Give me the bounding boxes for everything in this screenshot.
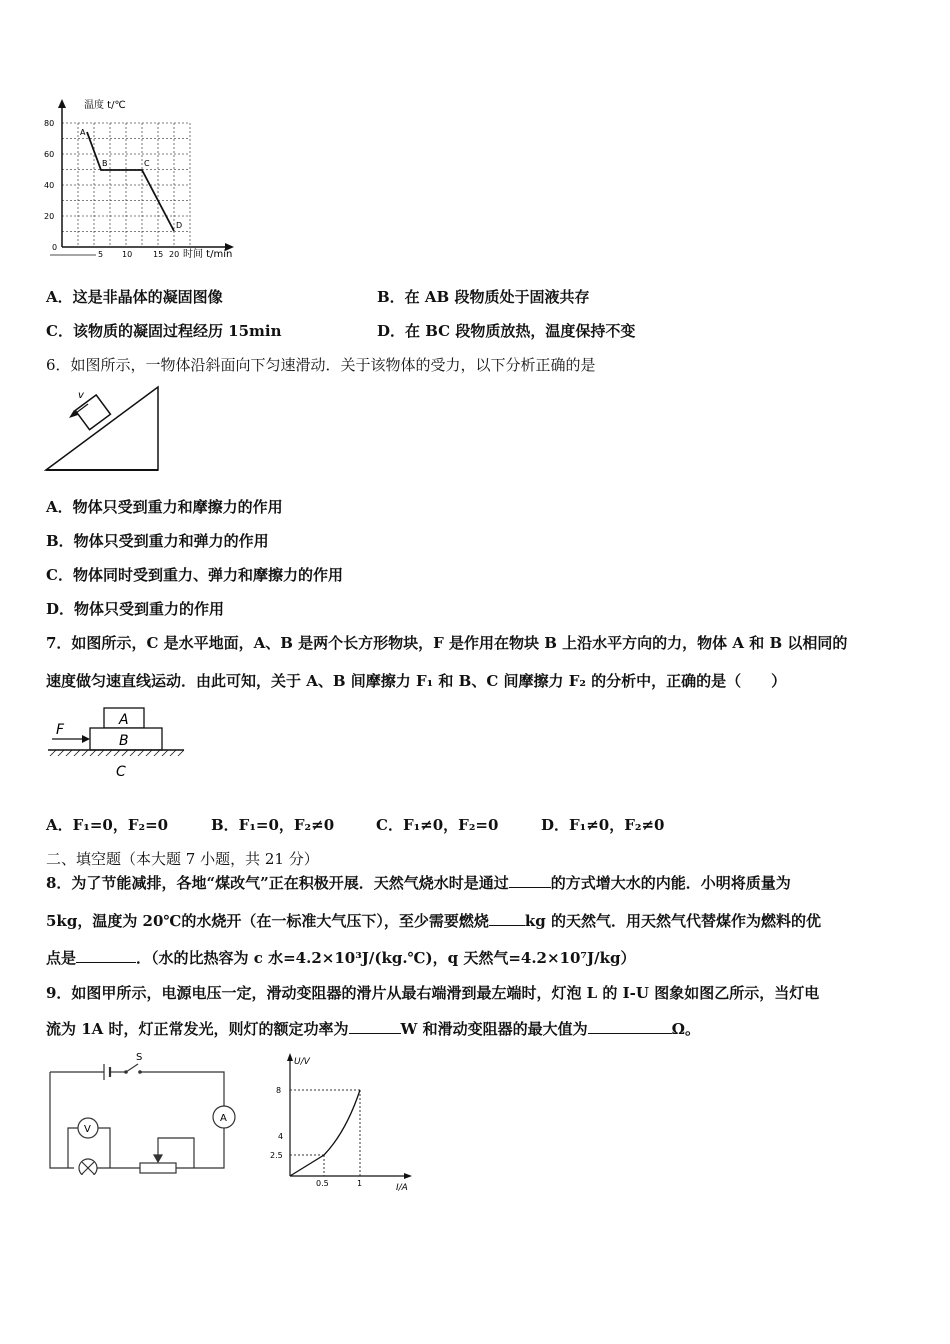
x-tick: 20 (169, 250, 180, 259)
circuit-diagram (44, 1050, 244, 1175)
ammeter-label: A (220, 1113, 227, 1124)
q7-stem-line1: 7．如图所示，C 是水平地面，A、B 是两个长方形物块，F 是作用在物块 B 上沿水平方向的力，物体 A 和 B 以相同的 (46, 634, 848, 652)
q9-line1: 9．如图甲所示，电源电压一定，滑动变阻器的滑片从最右端滑到最左端时，灯泡 L 的 I-U 图象如图乙所示，当灯电 (46, 984, 820, 1002)
q6-option-d[interactable]: D．物体只受到重力的作用 (46, 600, 225, 618)
q5-option-d[interactable]: D．在 BC 段物质放热，温度保持不变 (377, 322, 636, 340)
q6-option-a[interactable]: A．物体只受到重力和摩擦力的作用 (46, 498, 283, 516)
x-tick: 10 (122, 250, 133, 259)
y-tick: 40 (44, 181, 55, 190)
cooling-curve-graph (40, 95, 240, 265)
q5-option-c[interactable]: C．该物质的凝固过程经历 15min (46, 322, 282, 340)
point-label: B (102, 159, 108, 168)
i-u-curve (290, 1090, 360, 1176)
u-i-graph (266, 1050, 416, 1192)
incline-figure (44, 382, 164, 477)
u-tick: 2.5 (270, 1151, 283, 1160)
switch-blade (126, 1064, 138, 1072)
q6-option-c[interactable]: C．物体同时受到重力、弹力和摩擦力的作用 (46, 566, 343, 584)
y-tick: 20 (44, 212, 55, 221)
i-axis-label: I/A (396, 1183, 408, 1192)
section-heading: 二、填空题（本大题 7 小题，共 21 分） (46, 850, 319, 868)
q8-blank-3[interactable] (76, 948, 136, 963)
u-tick: 4 (278, 1132, 284, 1141)
block-b-label: B (119, 733, 129, 749)
q8-line1: 8．为了节能减排，各地“煤改气”正在积极开展．天然气烧水时是通过 的方式增大水的内能．小明将质量为 (46, 874, 791, 892)
i-tick: 0.5 (316, 1179, 329, 1188)
lamp (79, 1159, 97, 1175)
point-label: A (80, 128, 86, 137)
q7-option-b[interactable]: B．F₁=0，F₂≠0 (211, 816, 335, 834)
voltmeter-label: V (84, 1124, 91, 1135)
q9-blank-2[interactable] (588, 1019, 672, 1034)
rheostat (140, 1163, 176, 1173)
i-tick: 1 (357, 1179, 363, 1188)
ground-label: C (116, 764, 126, 780)
q8-blank-2[interactable] (489, 911, 525, 926)
y-tick: 0 (52, 243, 58, 252)
incline (46, 387, 158, 470)
switch-label: S (136, 1052, 143, 1063)
velocity-label: v (78, 390, 84, 401)
q6-stem: 6．如图所示，一物体沿斜面向下匀速滑动．关于该物体的受力，以下分析正确的是 (46, 356, 596, 374)
u-axis-arrow-icon (287, 1053, 293, 1061)
y-axis-label: 温度 t/℃ (84, 100, 126, 111)
force-arrow-icon (82, 735, 90, 743)
q9-line2: 流为 1A 时，灯正常发光，则灯的额定功率为 W 和滑动变阻器的最大值为 Ω。 (46, 1020, 700, 1038)
q7-option-a[interactable]: A．F₁=0，F₂=0 (46, 816, 169, 834)
y-tick: 60 (44, 150, 55, 159)
q8-line2: 5kg，温度为 20℃的水烧开（在一标准大气压下），至少需要燃烧 kg 的天然气．用天然气代替煤作为燃料的优 (46, 912, 822, 930)
i-axis-arrow-icon (404, 1173, 412, 1179)
force-label: F (56, 722, 65, 738)
x-axis-label: 时间 t/min (183, 249, 233, 260)
blocks-figure (44, 700, 189, 782)
u-axis-label: U/V (294, 1057, 310, 1067)
q6-option-b[interactable]: B．物体只受到重力和弹力的作用 (46, 532, 269, 550)
y-axis-arrow-icon (58, 99, 66, 108)
x-tick: 15 (153, 250, 164, 259)
q9-blank-1[interactable] (349, 1019, 401, 1034)
q8-line3: 点是 ．（水的比热容为 c 水=4.2×10³J/(kg.℃)，q 天然气=4.2×10⁷J/kg） (46, 949, 636, 967)
q8-blank-1[interactable] (509, 873, 551, 888)
x-tick: 5 (98, 250, 104, 259)
u-tick: 8 (276, 1086, 282, 1095)
point-label: D (176, 221, 183, 230)
q7-stem-line2: 速度做匀速直线运动．由此可知，关于 A、B 间摩擦力 F₁ 和 B、C 间摩擦力 F₂ 的分析中，正确的是（ ） (46, 672, 787, 690)
q5-option-a[interactable]: A．这是非晶体的凝固图像 (46, 288, 223, 306)
point-label: C (144, 159, 150, 168)
y-tick: 80 (44, 119, 55, 128)
q7-option-d[interactable]: D．F₁≠0，F₂≠0 (541, 816, 665, 834)
q7-option-c[interactable]: C．F₁≠0，F₂=0 (376, 816, 499, 834)
block-a-label: A (119, 712, 129, 728)
q5-option-b[interactable]: B．在 AB 段物质处于固液共存 (377, 288, 590, 306)
